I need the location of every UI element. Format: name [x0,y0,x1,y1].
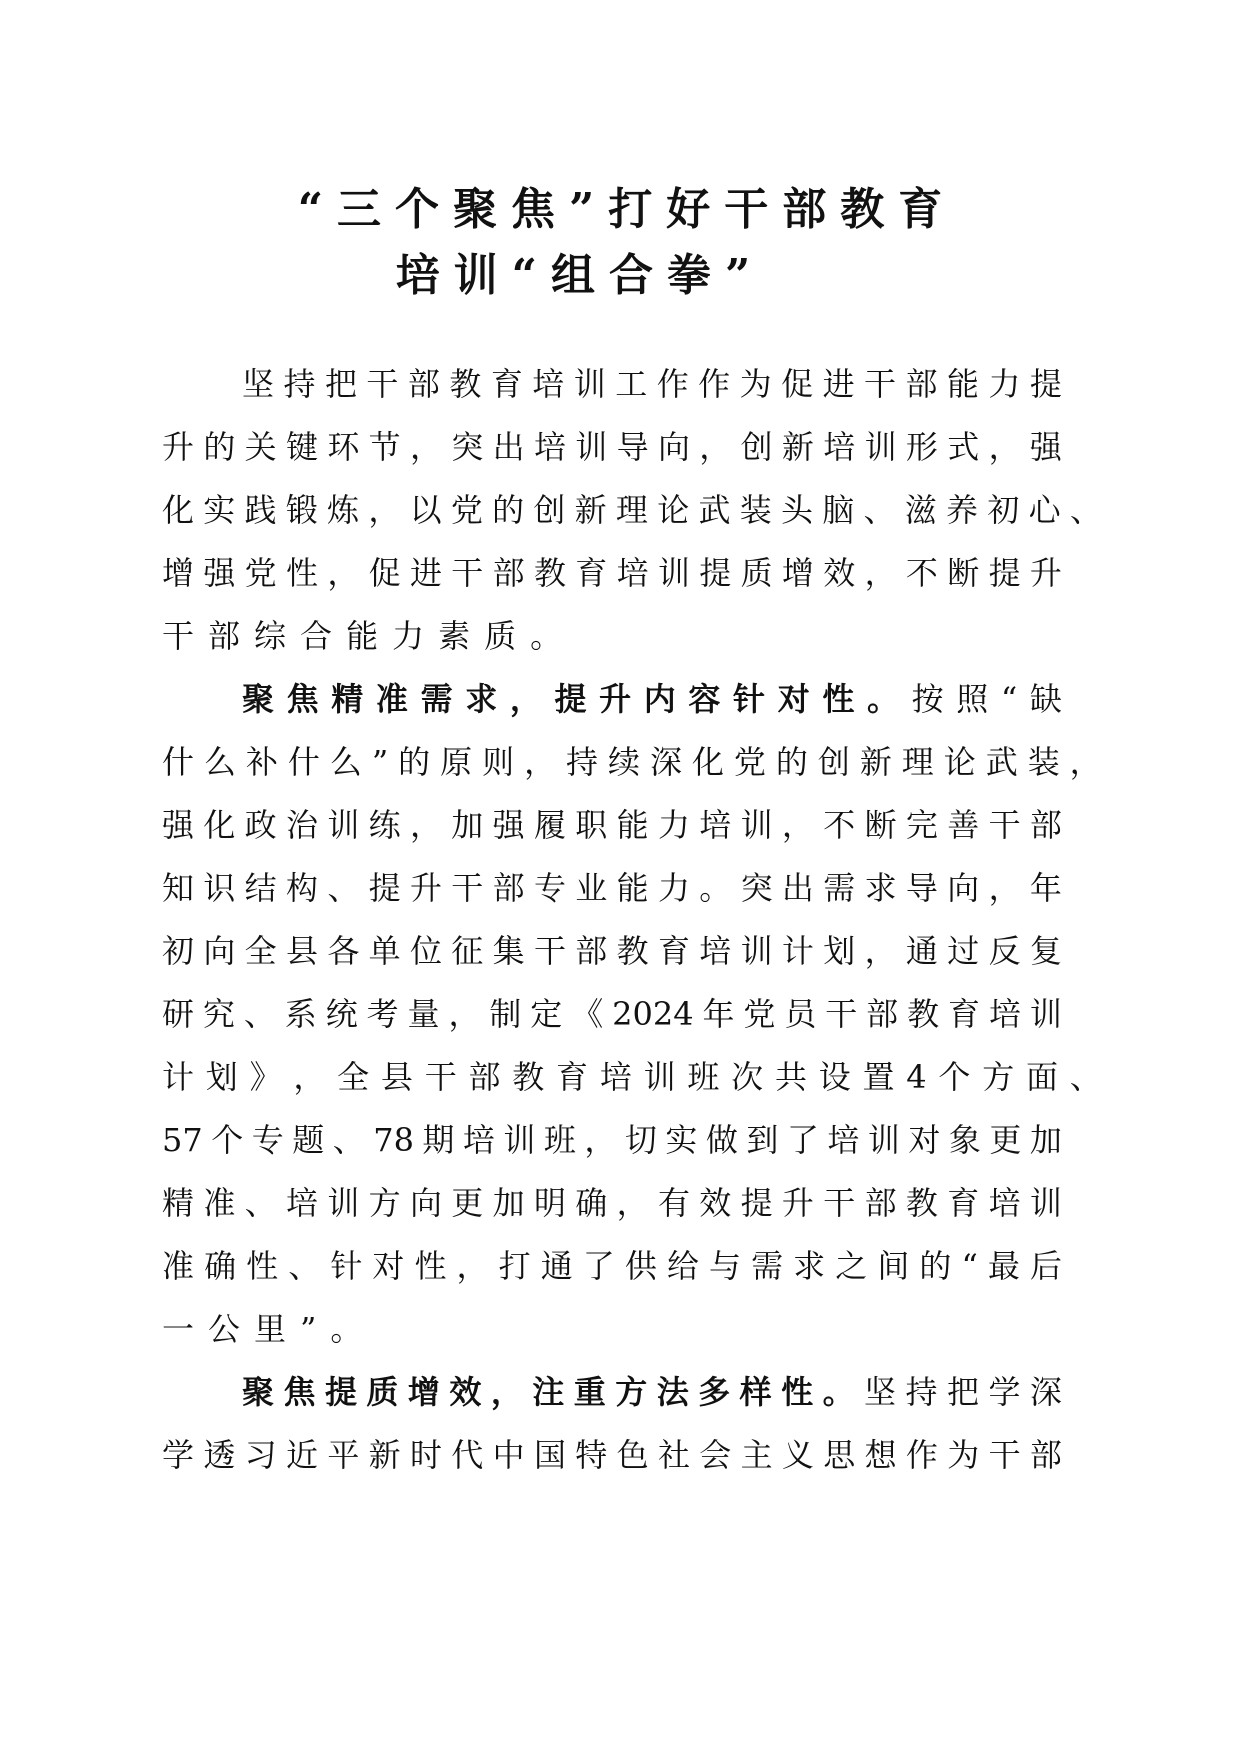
body-line: 升 的 关 键 环 节 ， 突 出 培 训 导 向 ， 创 新 培 训 形 式 ， 强 [162,428,1062,466]
body-line: 57 个 专 题 、 78 期 培 训 班 ， 切 实 做 到 了 培 训 对 象 更 加 [162,1121,1062,1159]
body-line: 精 准 、 培 训 方 向 更 加 明 确 ， 有 效 提 升 干 部 教 育 培 训 [162,1184,1062,1222]
body-line: 什 么 补 什 么 ” 的 原 则 ， 持 续 深 化 党 的 创 新 理 论 武 装 ， [162,743,1102,781]
body-line: 知 识 结 构 、 提 升 干 部 专 业 能 力 。 突 出 需 求 导 向 ， 年 [162,869,1062,907]
body-line: 增 强 党 性 ， 促 进 干 部 教 育 培 训 提 质 增 效 ， 不 断 提 升 [162,554,1062,592]
body-line: 强 化 政 治 训 练 ， 加 强 履 职 能 力 培 训 ， 不 断 完 善 干 部 [162,806,1062,844]
body-line: 研 究 、 系 统 考 量 ， 制 定 《 2024 年 党 员 干 部 教 育 培 训 [162,995,1062,1033]
body-line: 计 划 》 ， 全 县 干 部 教 育 培 训 班 次 共 设 置 4 个 方 面 、 [162,1058,1102,1096]
body-line: 聚 焦 提 质 增 效 ， 注 重 方 法 多 样 性 。 坚 持 把 学 深 [242,1373,1062,1411]
body-line: 化 实 践 锻 炼 ， 以 党 的 创 新 理 论 武 装 头 脑 、 滋 养 初 心 、 [162,491,1102,529]
body-line: 初 向 全 县 各 单 位 征 集 干 部 教 育 培 训 计 划 ， 通 过 反 复 [162,932,1062,970]
body-line: 一 公 里 ” 。 [162,1310,363,1348]
body-line: 坚 持 把 干 部 教 育 培 训 工 作 作 为 促 进 干 部 能 力 提 [242,365,1062,403]
document-title-line-1: “三个聚焦”打好干部教育 [297,184,957,235]
body-line: 聚 焦 精 准 需 求 ， 提 升 内 容 针 对 性 。 按 照 “ 缺 [242,680,1062,718]
body-line: 准 确 性 、 针 对 性 ， 打 通 了 供 给 与 需 求 之 间 的 “ 最 后 [162,1247,1062,1285]
document-title-line-2: 培训“组合拳” [395,250,765,301]
body-line: 学 透 习 近 平 新 时 代 中 国 特 色 社 会 主 义 思 想 作 为 干 部 [162,1436,1062,1474]
body-line: 干 部 综 合 能 力 素 质 。 [162,617,563,655]
